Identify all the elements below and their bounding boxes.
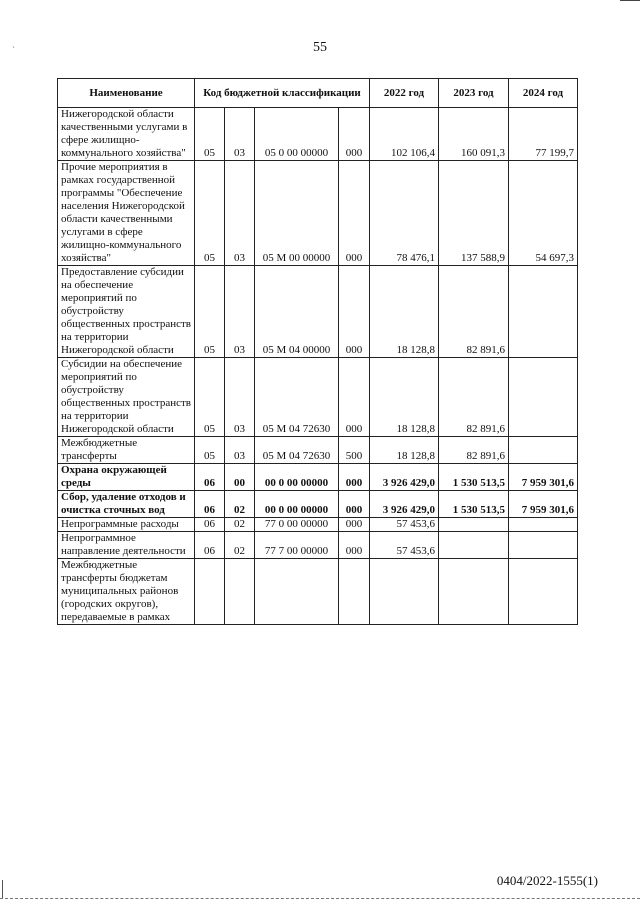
row-name-cell: Непрограммные расходы — [58, 518, 195, 532]
table-row — [58, 559, 578, 625]
bottom-edge-line — [0, 898, 640, 899]
row-expense-type-cell: 000 — [339, 108, 370, 161]
row-expense-type-cell: 500 — [339, 437, 370, 464]
table-row — [58, 437, 578, 464]
row-2022-cell: 18 128,8 — [370, 437, 439, 464]
row-section-cell: 05 — [195, 266, 225, 358]
row-target-article-cell: 05 0 00 00000 — [255, 108, 339, 161]
page-number: 55 — [313, 40, 327, 55]
row-2024-cell: 77 199,7 — [509, 108, 578, 161]
table-row — [58, 518, 578, 532]
row-2023-cell: 82 891,6 — [439, 266, 509, 358]
row-2023-cell: 82 891,6 — [439, 358, 509, 437]
top-edge-mark — [620, 0, 640, 1]
left-edge-mark — [2, 880, 3, 898]
row-name-cell: Субсидии на обеспечение мероприятий по обустройству общественных пространств на территории Нижегородской области — [58, 358, 195, 437]
table-row — [58, 108, 578, 161]
row-subsection-cell: 03 — [225, 266, 255, 358]
row-expense-type-cell — [339, 559, 370, 625]
row-2024-cell — [509, 518, 578, 532]
table-row — [58, 491, 578, 518]
row-section-cell: 05 — [195, 437, 225, 464]
row-name-cell: Сбор, удаление отходов и очистка сточных вод — [58, 491, 195, 518]
row-expense-type-cell: 000 — [339, 491, 370, 518]
row-section-cell: 06 — [195, 532, 225, 559]
row-section-cell: 06 — [195, 518, 225, 532]
row-2024-cell — [509, 358, 578, 437]
row-2023-cell — [439, 559, 509, 625]
row-2024-cell: 7 959 301,6 — [509, 464, 578, 491]
row-2022-cell: 57 453,6 — [370, 532, 439, 559]
row-2023-cell: 137 588,9 — [439, 161, 509, 266]
row-2024-cell — [509, 532, 578, 559]
row-subsection-cell: 03 — [225, 161, 255, 266]
row-subsection-cell: 00 — [225, 464, 255, 491]
row-subsection-cell: 02 — [225, 518, 255, 532]
row-target-article-cell: 77 0 00 00000 — [255, 518, 339, 532]
row-section-cell: 05 — [195, 108, 225, 161]
row-section-cell — [195, 559, 225, 625]
corner-mark: ` — [12, 45, 15, 55]
row-2023-cell: 160 091,3 — [439, 108, 509, 161]
row-2022-cell: 18 128,8 — [370, 266, 439, 358]
row-2023-cell: 82 891,6 — [439, 437, 509, 464]
row-expense-type-cell: 000 — [339, 518, 370, 532]
document-code: 0404/2022-1555(1) — [496, 873, 598, 888]
row-expense-type-cell: 000 — [339, 532, 370, 559]
row-name-cell: Прочие мероприятия в рамках государственной программы "Обеспечение населения Нижегородской области качественными услугами в сфере жилищно-коммунального хозяйства" — [58, 161, 195, 266]
row-target-article-cell: 00 0 00 00000 — [255, 464, 339, 491]
row-2022-cell: 18 128,8 — [370, 358, 439, 437]
row-target-article-cell — [255, 559, 339, 625]
row-target-article-cell: 05 М 04 00000 — [255, 266, 339, 358]
row-name-cell: Межбюджетные трансферты бюджетам муниципальных районов (городских округов), передаваемые в рамках — [58, 559, 195, 625]
row-2024-cell — [509, 559, 578, 625]
header-name: Наименование — [58, 79, 195, 108]
row-subsection-cell: 03 — [225, 437, 255, 464]
row-target-article-cell: 77 7 00 00000 — [255, 532, 339, 559]
row-2024-cell: 54 697,3 — [509, 161, 578, 266]
header-2024: 2024 год — [509, 79, 578, 108]
row-section-cell: 06 — [195, 464, 225, 491]
row-subsection-cell: 03 — [225, 108, 255, 161]
row-target-article-cell: 05 М 00 00000 — [255, 161, 339, 266]
table-row — [58, 161, 578, 266]
row-2024-cell — [509, 437, 578, 464]
row-expense-type-cell: 000 — [339, 358, 370, 437]
row-2022-cell: 57 453,6 — [370, 518, 439, 532]
row-expense-type-cell: 000 — [339, 161, 370, 266]
row-2022-cell — [370, 559, 439, 625]
table-row — [58, 532, 578, 559]
row-target-article-cell: 00 0 00 00000 — [255, 491, 339, 518]
table-row — [58, 464, 578, 491]
row-name-cell: Непрограммное направление деятельности — [58, 532, 195, 559]
row-2023-cell — [439, 518, 509, 532]
row-2022-cell: 3 926 429,0 — [370, 491, 439, 518]
table-row — [58, 358, 578, 437]
row-subsection-cell: 03 — [225, 358, 255, 437]
row-expense-type-cell: 000 — [339, 266, 370, 358]
row-2024-cell — [509, 266, 578, 358]
row-2024-cell: 7 959 301,6 — [509, 491, 578, 518]
row-name-cell: Предоставление субсидии на обеспечение мероприятий по обустройству общественных пространств на территории Нижегородской области — [58, 266, 195, 358]
row-name-cell: Охрана окружающей среды — [58, 464, 195, 491]
row-2023-cell: 1 530 513,5 — [439, 491, 509, 518]
table-row — [58, 266, 578, 358]
row-target-article-cell: 05 М 04 72630 — [255, 437, 339, 464]
row-2023-cell: 1 530 513,5 — [439, 464, 509, 491]
row-subsection-cell: 02 — [225, 532, 255, 559]
row-2022-cell: 78 476,1 — [370, 161, 439, 266]
row-target-article-cell: 05 М 04 72630 — [255, 358, 339, 437]
row-subsection-cell: 02 — [225, 491, 255, 518]
row-section-cell: 05 — [195, 161, 225, 266]
row-2022-cell: 3 926 429,0 — [370, 464, 439, 491]
table-header-row — [58, 79, 578, 108]
row-name-cell: Межбюджетные трансферты — [58, 437, 195, 464]
row-section-cell: 06 — [195, 491, 225, 518]
row-name-cell: Нижегородской области качественными услугами в сфере жилищно-коммунального хозяйства" — [58, 108, 195, 161]
budget-table — [57, 78, 578, 625]
header-2022: 2022 год — [370, 79, 439, 108]
row-2023-cell — [439, 532, 509, 559]
row-expense-type-cell: 000 — [339, 464, 370, 491]
header-2023: 2023 год — [439, 79, 509, 108]
row-section-cell: 05 — [195, 358, 225, 437]
table-body — [58, 108, 578, 625]
row-subsection-cell — [225, 559, 255, 625]
row-2022-cell: 102 106,4 — [370, 108, 439, 161]
header-code: Код бюджетной классификации — [195, 79, 370, 108]
